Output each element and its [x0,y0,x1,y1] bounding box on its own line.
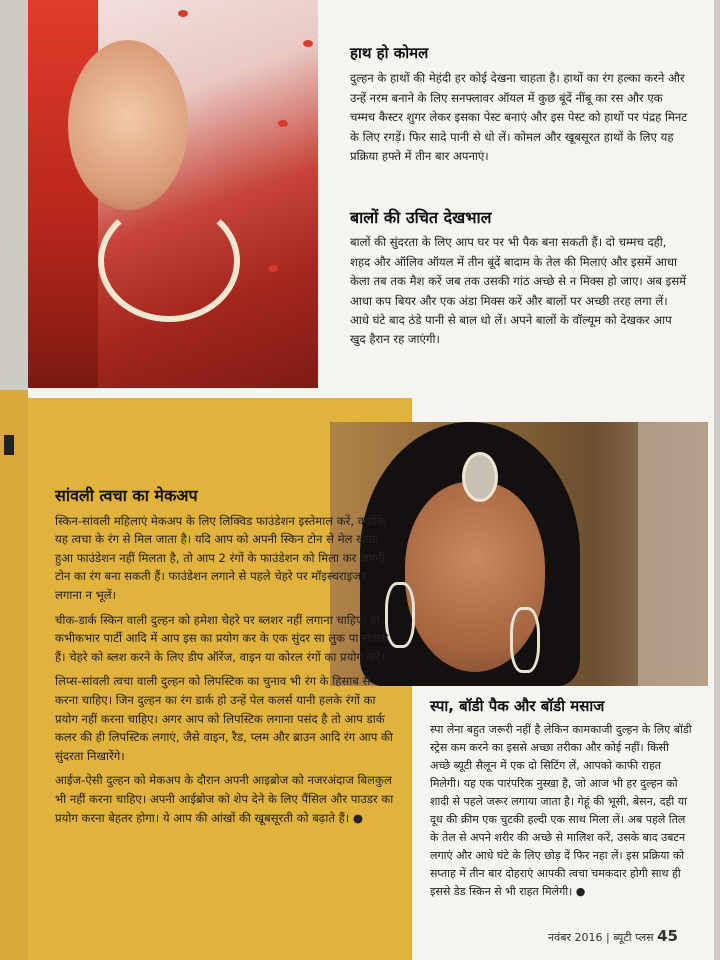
dusky-skin-section [55,487,395,833]
section-heading: हाथ हो कोमल [350,44,429,62]
page-footer: नवंबर 2016 | ब्यूटी प्लस 45 [547,927,678,945]
edge-mark [4,435,14,455]
section-body: बालों की सुंदरता के लिए आप घर पर भी पैक बना सकती हैं। दो चम्मच दही, शहद और ऑलिव ऑयल में तीन बूंदें बादाम के तेल की मिलाएं और इसमें आधा केला तब तक मैश करें जब तक उसकी गांठ अच्छे से न मिक्स हो जाए। अब इसमें आधा कप बियर और एक अंडा मिक्स करें और बालों पर अच्छी तरह लगा लें। आधे घंटे बाद ठंडे पानी से बाल धो लें। अपने बालों के वॉल्यूम को देखकर आप खुद हैरान रह जाएंगी। [350,235,687,347]
bride-face [68,40,188,210]
maang-tikka [462,452,498,502]
section-paragraph: लिप्स-सांवली त्वचा वाली दुल्हन को लिपस्टिक का चुनाव भी रंग के हिसाब से करना चाहिए। जिन दुल्हन का रंग डार्क हो उन्हें पेल कलर्स यानी हलके रंगों का प्रयोग नहीं करना चाहिए। अगर आप को लिपस्टिक लगाना पसंद है तो आप डार्क कलर की ही लिपस्टिक लगाएं, जैसे वाइन, रैड, प्लम और ब्राउन आदि रंग आप की सुंदरता निखारेंगे। [55,674,393,763]
section-paragraph: स्किन-सांवली महिलाएं मेकअप के लिए लिक्विड फाउंडेशन इस्तेमाल करें, क्योंकि यह त्वचा के रंग से मिल जाता है। यदि आप को अपनी स्किन टोन से मेल खाता हुआ फाउंडेशन नहीं मिलता है, तो आप 2 रंगों के फाउंडेशन को मिला कर अपनी टोन का रंग बना सकती हैं। फाउंडेशन लगाने से पहले चेहरे पर मॉइस्चराइजर लगाना न भूलें। [55,513,386,602]
rose-petal [178,10,188,17]
section-body: दुल्हन के हाथों की मेहंदी हर कोई देखना चाहता है। हाथों का रंग हल्का करने और उन्हें नरम बनाने के लिए सनफ्लावर ऑयल में कुछ बूंदें नींबू का रस और एक चम्मच कैस्टर शुगर लेकर इसका पेस्ट बनाएं और इस पेस्ट को हाथों पर पंद्रह मिनट के लिए रगड़ें। फिर सादे पानी से धो लें। कोमल और खूबसूरत हाथों के लिए यह प्रक्रिया हफ्ते में तीन बार अपनाएं। [350,71,688,164]
hands-section [350,44,690,172]
section-body: स्पा लेना बहुत जरूरी नहीं है लेकिन कामकाजी दुल्हन के लिए बॉडी स्ट्रेस कम करने का इससे अच्छा तरीका और कोई नहीं। किसी अच्छे ब्यूटी सैलून में एक दो सिटिंग लें, आपको काफी राहत मिलेगी। यह एक पारंपरिक नुस्खा है, जो आज भी हर दुल्हन को शादी से पहले जरूर लगाया जाता है। गेहूं की भूसी, बेसन, दही या दूध की क्रीम एक चुटकी हल्दी एक साथ मिला लें। अब पहले तिल के तेल से अपने शरीर की अच्छे से मालिश करें, उसके बाद उबटन लगाएं और आधे घंटे के लिए छोड़ दें फिर नहा लें। इस प्रक्रिया को सप्ताह में तीन बार दोहराएं आपकी त्वचा चमकदार होगी साथ ही इससे डेड स्किन से भी राहत मिलेगी। ● [430,723,692,898]
previous-page-edge [0,390,28,960]
earring-right [510,607,540,673]
section-heading: स्पा, बॉडी पैक और बॉडी मसाज [430,697,605,715]
section-paragraph: आईज-ऐसी दुल्हन को मेकअप के दौरान अपनी आइब्रोज को नजरअंदाज बिलकुल भी नहीं करना चाहिए। अपनी आईब्रोज को शेप देने के लिए पैंसिल और पाउडर का प्रयोग करना बेहतर होगा। ये आप की आंखों की खूबसूरती को बढ़ाते हैं। ● [55,773,394,825]
issue-date: नवंबर 2016 [547,931,603,944]
pearl-necklace [98,200,240,322]
background-pillar [638,422,708,686]
magazine-name: ब्यूटी प्लस [613,931,654,944]
rose-petal [268,265,278,272]
section-heading: सांवली त्वचा का मेकअप [55,486,198,505]
section-paragraph: चीक-डार्क स्किन वाली दुल्हन को हमेशा चेहरे पर ब्लशर नहीं लगाना चाहिए। हां, कभीकभार पार्टी आदि में आप इस का प्रयोग कर के एक सुंदर सा लुक पा सकती हैं। चेहरे को ब्लश करने के लिए डीप ऑरेंज, वाइन या कोरल रंगों का प्रयोग करें। [55,612,389,664]
rose-petal [303,40,313,47]
section-heading: बालों की उचित देखभाल [350,208,492,227]
bride-photo-top [28,0,318,388]
spa-section [430,697,692,907]
rose-petal [278,120,288,127]
page-number: 45 [657,927,678,945]
hair-section [350,208,690,356]
red-veil [28,0,98,388]
